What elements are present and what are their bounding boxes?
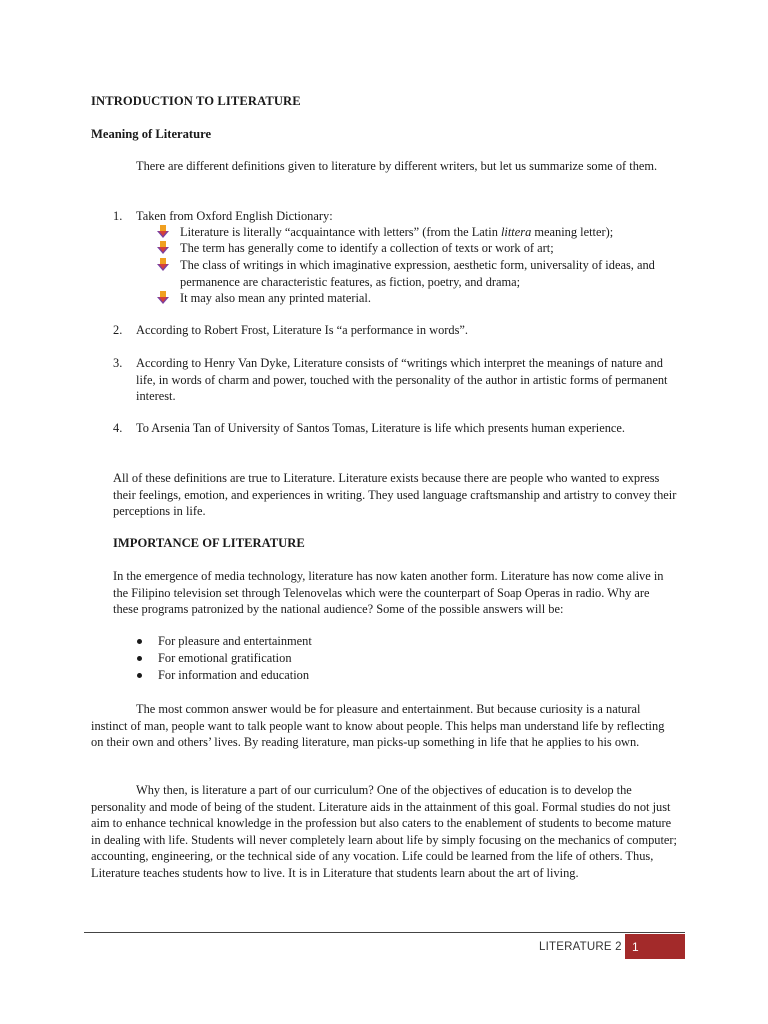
- definition-1-subitem: The class of writings in which imaginative expression, aesthetic form, universality of ideas, and permanence are characteristic features, as fiction, poetry, and drama;: [180, 258, 655, 289]
- round-bullet-icon: [137, 639, 142, 644]
- definition-3-text: According to Henry Van Dyke, Literature consists of “writings which interpret the meanings of nature and life, in words of charm and power, touched with the personality of the author in artistic forms of permanent interest.: [136, 356, 668, 403]
- section-heading-meaning: Meaning of Literature: [91, 127, 212, 141]
- page-number: 1: [632, 940, 639, 954]
- importance-bullet-item: For information and education: [158, 668, 310, 682]
- down-arrow-bullet-icon: [157, 258, 169, 272]
- intro-paragraph: There are different definitions given to literature by different writers, but let us summarize some of them.: [136, 159, 658, 173]
- definition-1-subitem: Literature is literally “acquaintance with letters” (from the Latin littera meaning letter);: [180, 225, 614, 239]
- conclusion-paragraph: All of these definitions are true to Literature. Literature exists because there are people who wanted to express their feelings, emotion, and experiences in writing. They used language craftsmanship and artistry to convey their perceptions in life.: [113, 471, 677, 518]
- importance-bullet-item: For emotional gratification: [158, 651, 292, 665]
- definition-1-subitem: The term has generally come to identify a collection of texts or work of art;: [180, 241, 554, 255]
- list-number-2: 2.: [113, 323, 123, 337]
- round-bullet-icon: [137, 673, 142, 678]
- paragraph-curriculum: Why then, is literature a part of our curriculum? One of the objectives of education is to develop the personality and mode of being of the student. Literature aids in the attainment of this goal. Formal studies do not just aim to enhance technical knowledge in the profession but also caters to the enablement of students to become mature in dealing with life. Students will never completely learn about life by simply focusing on the mechanics of computer; accounting, engineering, or the technical side of any vocation. Life could be learned from the life of others. Thus, Literature teaches students how to live. It is in Literature that students learn about the art of living.: [91, 783, 678, 880]
- definition-2-text: According to Robert Frost, Literature Is “a performance in words”.: [136, 323, 469, 337]
- definition-1-text: Taken from Oxford English Dictionary:: [136, 209, 333, 223]
- list-number-4: 4.: [113, 421, 123, 435]
- importance-bullet-item: For pleasure and entertainment: [158, 634, 312, 648]
- importance-paragraph: In the emergence of media technology, literature has now katen another form. Literature has now come alive in the Filipino television set through Telenovelas which were the counterpart of Soap Operas in radio. Why are these programs patronized by the national audience? Some of the possible answers will be:: [113, 569, 664, 616]
- list-number-1: 1.: [113, 209, 123, 223]
- definition-4-text: To Arsenia Tan of University of Santos Tomas, Literature is life which presents human experience.: [136, 421, 625, 435]
- document-title: INTRODUCTION TO LITERATURE: [91, 94, 301, 108]
- down-arrow-bullet-icon: [157, 225, 169, 239]
- footer-label: LITERATURE 2: [539, 941, 622, 953]
- down-arrow-bullet-icon: [157, 241, 169, 255]
- paragraph-common-answer: The most common answer would be for pleasure and entertainment. But because curiosity is a natural instinct of man, people want to talk people want to know about people. This helps man understand life by reflecting on their own and others’ lives. By reading literature, man picks-up something in life that he applies to his own.: [91, 702, 665, 749]
- footer-divider: [84, 932, 685, 933]
- round-bullet-icon: [137, 656, 142, 661]
- down-arrow-bullet-icon: [157, 291, 169, 305]
- list-number-3: 3.: [113, 356, 123, 370]
- definition-1-subitem: It may also mean any printed material.: [180, 291, 371, 305]
- section-heading-importance: IMPORTANCE OF LITERATURE: [113, 536, 305, 550]
